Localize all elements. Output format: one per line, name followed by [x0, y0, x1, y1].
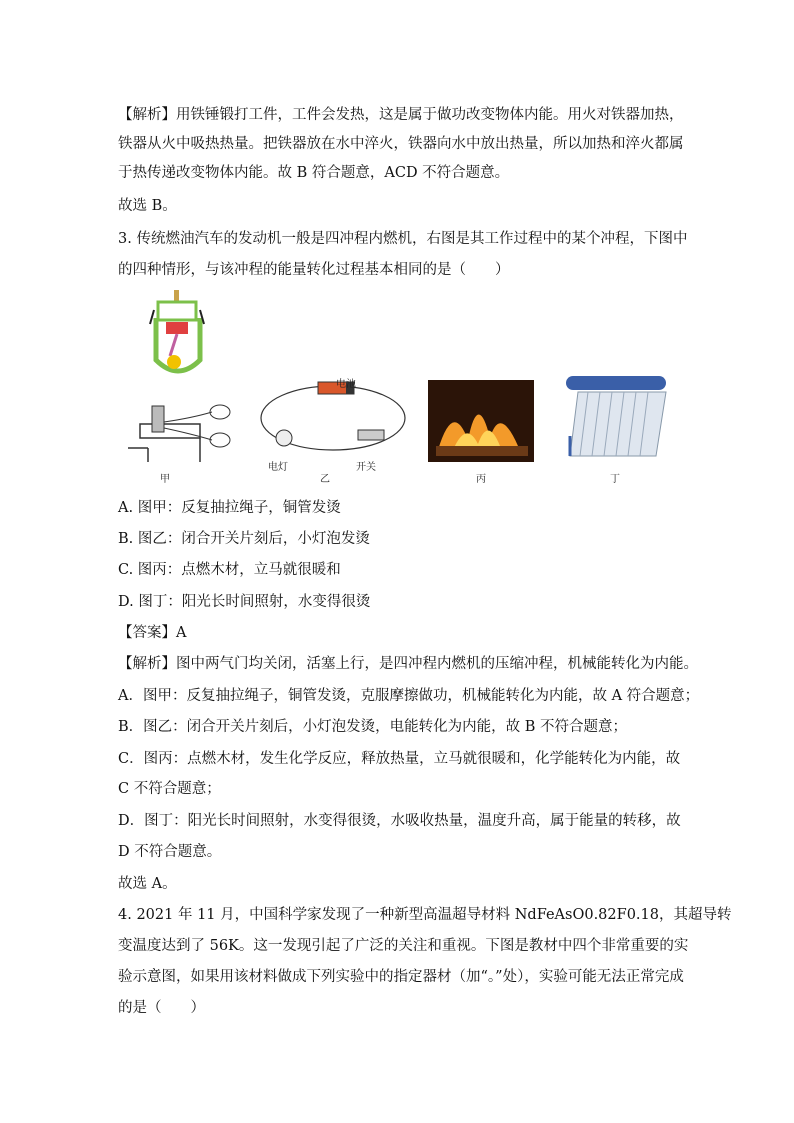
caption-switch: 开关	[356, 462, 376, 473]
engine-figure	[148, 290, 208, 378]
question-3-line-2: 的四种情形，与该冲程的能量转化过程基本相同的是（ ）	[118, 262, 510, 278]
option-c: C. 图丙：点燃木材，立马就很暖和	[118, 562, 341, 578]
analysis-3-line-3: B．图乙：闭合开关片刻后，小灯泡发烫，电能转化为内能，故 B 不符合题意；	[118, 719, 628, 735]
caption-lamp: 电灯	[268, 462, 288, 473]
analysis-3-line-4: C．图丙：点燃木材，发生化学反应，释放热量，立马就很暖和，化学能转化为内能，故	[118, 751, 681, 767]
figure-bing	[428, 380, 534, 462]
question-3-line-1: 3. 传统燃油汽车的发动机一般是四冲程内燃机，右图是其工作过程中的某个冲程，下图中	[118, 231, 688, 247]
question-4-line-1: 4. 2021 年 11 月，中国科学家发现了一种新型高温超导材料 NdFeAsO0.82F0.18，其超导转	[118, 907, 732, 923]
caption-battery: 电池	[336, 379, 356, 390]
caption-ding: 丁	[610, 474, 620, 485]
figure-jia	[122, 400, 240, 462]
analysis-line-1: 【解析】用铁锤锻打工件，工件会发热，这是属于做功改变物体内能。用火对铁器加热，	[118, 107, 684, 123]
analysis-3-line-2: A．图甲：反复抽拉绳子，铜管发烫，克服摩擦做功，机械能转化为内能，故 A 符合题意；	[118, 688, 700, 704]
caption-jia: 甲	[160, 474, 170, 485]
option-b: B. 图乙：闭合开关片刻后，小灯泡发烫	[118, 531, 370, 547]
option-d: D. 图丁：阳光长时间照射，水变得很烫	[118, 594, 371, 610]
analysis-line-2: 铁器从火中吸热热量。把铁器放在水中淬火，铁器向水中放出热量，所以加热和淬火都属	[118, 136, 684, 152]
answer-choice-prev: 故选 B。	[118, 198, 177, 214]
answer-label: 【答案】A	[118, 625, 187, 641]
figure-ding	[560, 370, 672, 464]
question-4-line-3: 验示意图，如果用该材料做成下列实验中的指定器材（加“。”处），实验可能无法正常完成	[118, 969, 684, 985]
answer-choice: 故选 A。	[118, 876, 177, 892]
question-4-line-2: 变温度达到了 56K。这一发现引起了广泛的关注和重视。下图是教材中四个非常重要的实	[118, 938, 689, 954]
caption-bing: 丙	[476, 474, 486, 485]
caption-yi: 乙	[320, 474, 330, 485]
analysis-3-line-1: 【解析】图中两气门均关闭，活塞上行，是四冲程内燃机的压缩冲程，机械能转化为内能。	[118, 656, 698, 672]
question-4-line-4: 的是（ ）	[118, 1000, 205, 1016]
option-a: A. 图甲：反复抽拉绳子，铜管发烫	[118, 500, 341, 516]
analysis-3-line-7: D 不符合题意。	[118, 844, 222, 860]
analysis-line-3: 于热传递改变物体内能。故 B 符合题意，ACD 不符合题意。	[118, 165, 510, 181]
analysis-3-line-5: C 不符合题意；	[118, 781, 221, 797]
figure-yi	[258, 378, 408, 460]
analysis-3-line-6: D．图丁：阳光长时间照射，水变得很烫，水吸收热量，温度升高，属于能量的转移，故	[118, 813, 681, 829]
